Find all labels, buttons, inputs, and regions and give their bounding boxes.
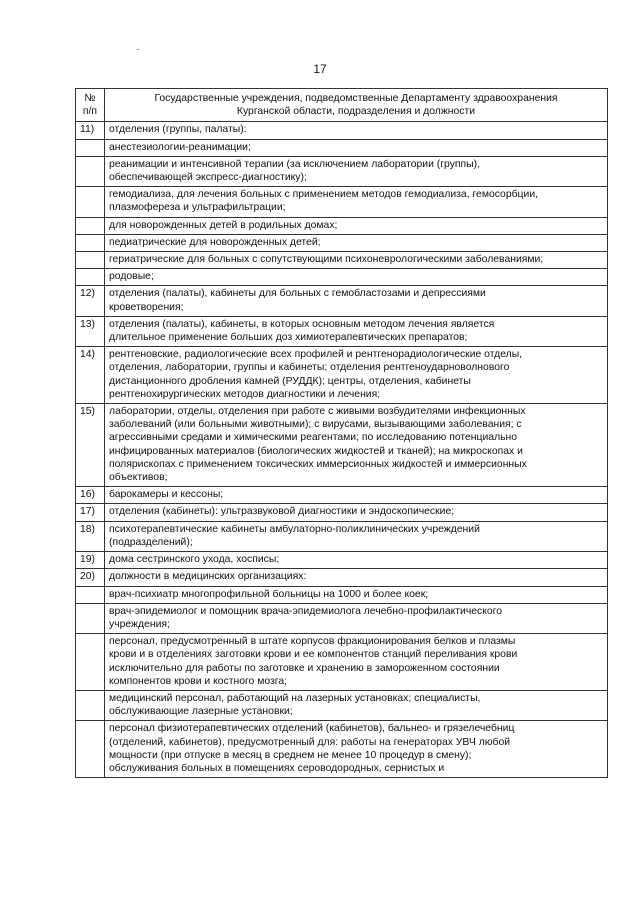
scan-speck [137,49,139,50]
row-number: 14) [76,347,105,404]
institutions-table [75,88,608,778]
row-number: 11) [76,122,105,139]
table-row [76,634,608,691]
row-text: лаборатории, отделы, отделения при работе с живыми возбудителями инфекционных заболеваний (или больными животными); с вирусами, вызывающими заболевания; с агрессивными средами и химическими реагентами; по исследованию потенциально инфицированных материалов (биологических жидкостей и тканей); на микроскопах и полярископах с применением токсических иммерсионных жидкостей и иммерсионных объективов; [105,404,608,487]
table-row [76,552,608,569]
row-text: психотерапевтические кабинеты амбулаторно-поликлинических учреждений (подразделений); [105,521,608,551]
table-row [76,217,608,234]
table-row [76,156,608,186]
row-number: 19) [76,552,105,569]
row-text: отделения (палаты), кабинеты, в которых основным методом лечения является длительное применение больших доз химиотерапевтических препаратов; [105,316,608,346]
row-text: для новорожденных детей в родильных домах; [105,217,608,234]
table-row [76,122,608,139]
table-row [76,603,608,633]
table-row [76,721,608,778]
row-text: должности в медицинских организациях: [105,569,608,586]
table-row [76,252,608,269]
row-text: родовые; [105,269,608,286]
row-text: педиатрические для новорожденных детей; [105,234,608,251]
row-text: отделения (кабинеты): ультразвуковой диагностики и эндоскопические; [105,504,608,521]
table-row [76,569,608,586]
row-number [76,187,105,217]
row-text: персонал физиотерапевтических отделений (кабинетов), бальнео- и грязелечебниц (отделений, кабинетов), предусмотренный для: работы на генераторах УВЧ любой мощности (при отпуске в месяц в среднем не менее 10 процедур в смену); обслуживания больных в помещениях сероводородных, сернистых и [105,721,608,778]
row-number: 15) [76,404,105,487]
row-number: 18) [76,521,105,551]
row-number [76,721,105,778]
table-row [76,487,608,504]
page-number: 17 [313,62,327,76]
row-number: 16) [76,487,105,504]
row-number [76,634,105,691]
row-text: дома сестринского ухода, хосписы; [105,552,608,569]
row-number: 17) [76,504,105,521]
row-number: 13) [76,316,105,346]
row-number [76,586,105,603]
table-row [76,521,608,551]
table-row [76,504,608,521]
row-number [76,690,105,720]
row-text: рентгеновские, радиологические всех профилей и рентгенорадиологические отделы, отделения, лаборатории, группы и кабинеты; отделения рентгеноударноволнового дистанционного дробления камней (РУДДК); центры, отделения, кабинеты рентгенохирургических методов диагностики и лечения; [105,347,608,404]
row-number [76,252,105,269]
row-text: анестезиологии-реанимации; [105,139,608,156]
table-row [76,404,608,487]
row-number [76,234,105,251]
table-row [76,347,608,404]
row-text: персонал, предусмотренный в штате корпусов фракционирования белков и плазмы крови и в отделениях заготовки крови и ее компонентов станций переливания крови исключительно для работы по заготовке и хранению в замороженном состоянии компонентов крови и костного мозга; [105,634,608,691]
row-number [76,269,105,286]
row-text: гемодиализа, для лечения больных с применением методов гемодиализа, гемосорбции, плазмофереза и ультрафильтрации; [105,187,608,217]
row-text: гериатрические для больных с сопутствующими психоневрологическими заболеваниями; [105,252,608,269]
table-body [76,122,608,778]
table-row [76,187,608,217]
row-number [76,139,105,156]
table-row [76,234,608,251]
row-number: 20) [76,569,105,586]
row-text: медицинский персонал, работающий на лазерных установках; специалисты, обслуживающие лазерные установки; [105,690,608,720]
table-row [76,690,608,720]
row-text: реанимации и интенсивной терапии (за исключением лаборатории (группы), обеспечивающей экспресс-диагностику); [105,156,608,186]
row-text: врач-психиатр многопрофильной больницы на 1000 и более коек; [105,586,608,603]
table-row [76,269,608,286]
header-number-column: № п/п [76,89,105,122]
row-number [76,156,105,186]
row-number [76,217,105,234]
table-header-row [76,89,608,122]
row-text: барокамеры и кессоны; [105,487,608,504]
table-row [76,286,608,316]
row-text: отделения (палаты), кабинеты для больных с гемобластозами и депрессиями кроветворения; [105,286,608,316]
row-text: врач-эпидемиолог и помощник врача-эпидемиолога лечебно-профилактического учреждения; [105,603,608,633]
header-title-column: Государственные учреждения, подведомственные Департаменту здравоохранения Курганской области, подразделения и должности [105,89,608,122]
table-row [76,586,608,603]
row-text: отделения (группы, палаты): [105,122,608,139]
row-number: 12) [76,286,105,316]
table-row [76,316,608,346]
table-row [76,139,608,156]
row-number [76,603,105,633]
